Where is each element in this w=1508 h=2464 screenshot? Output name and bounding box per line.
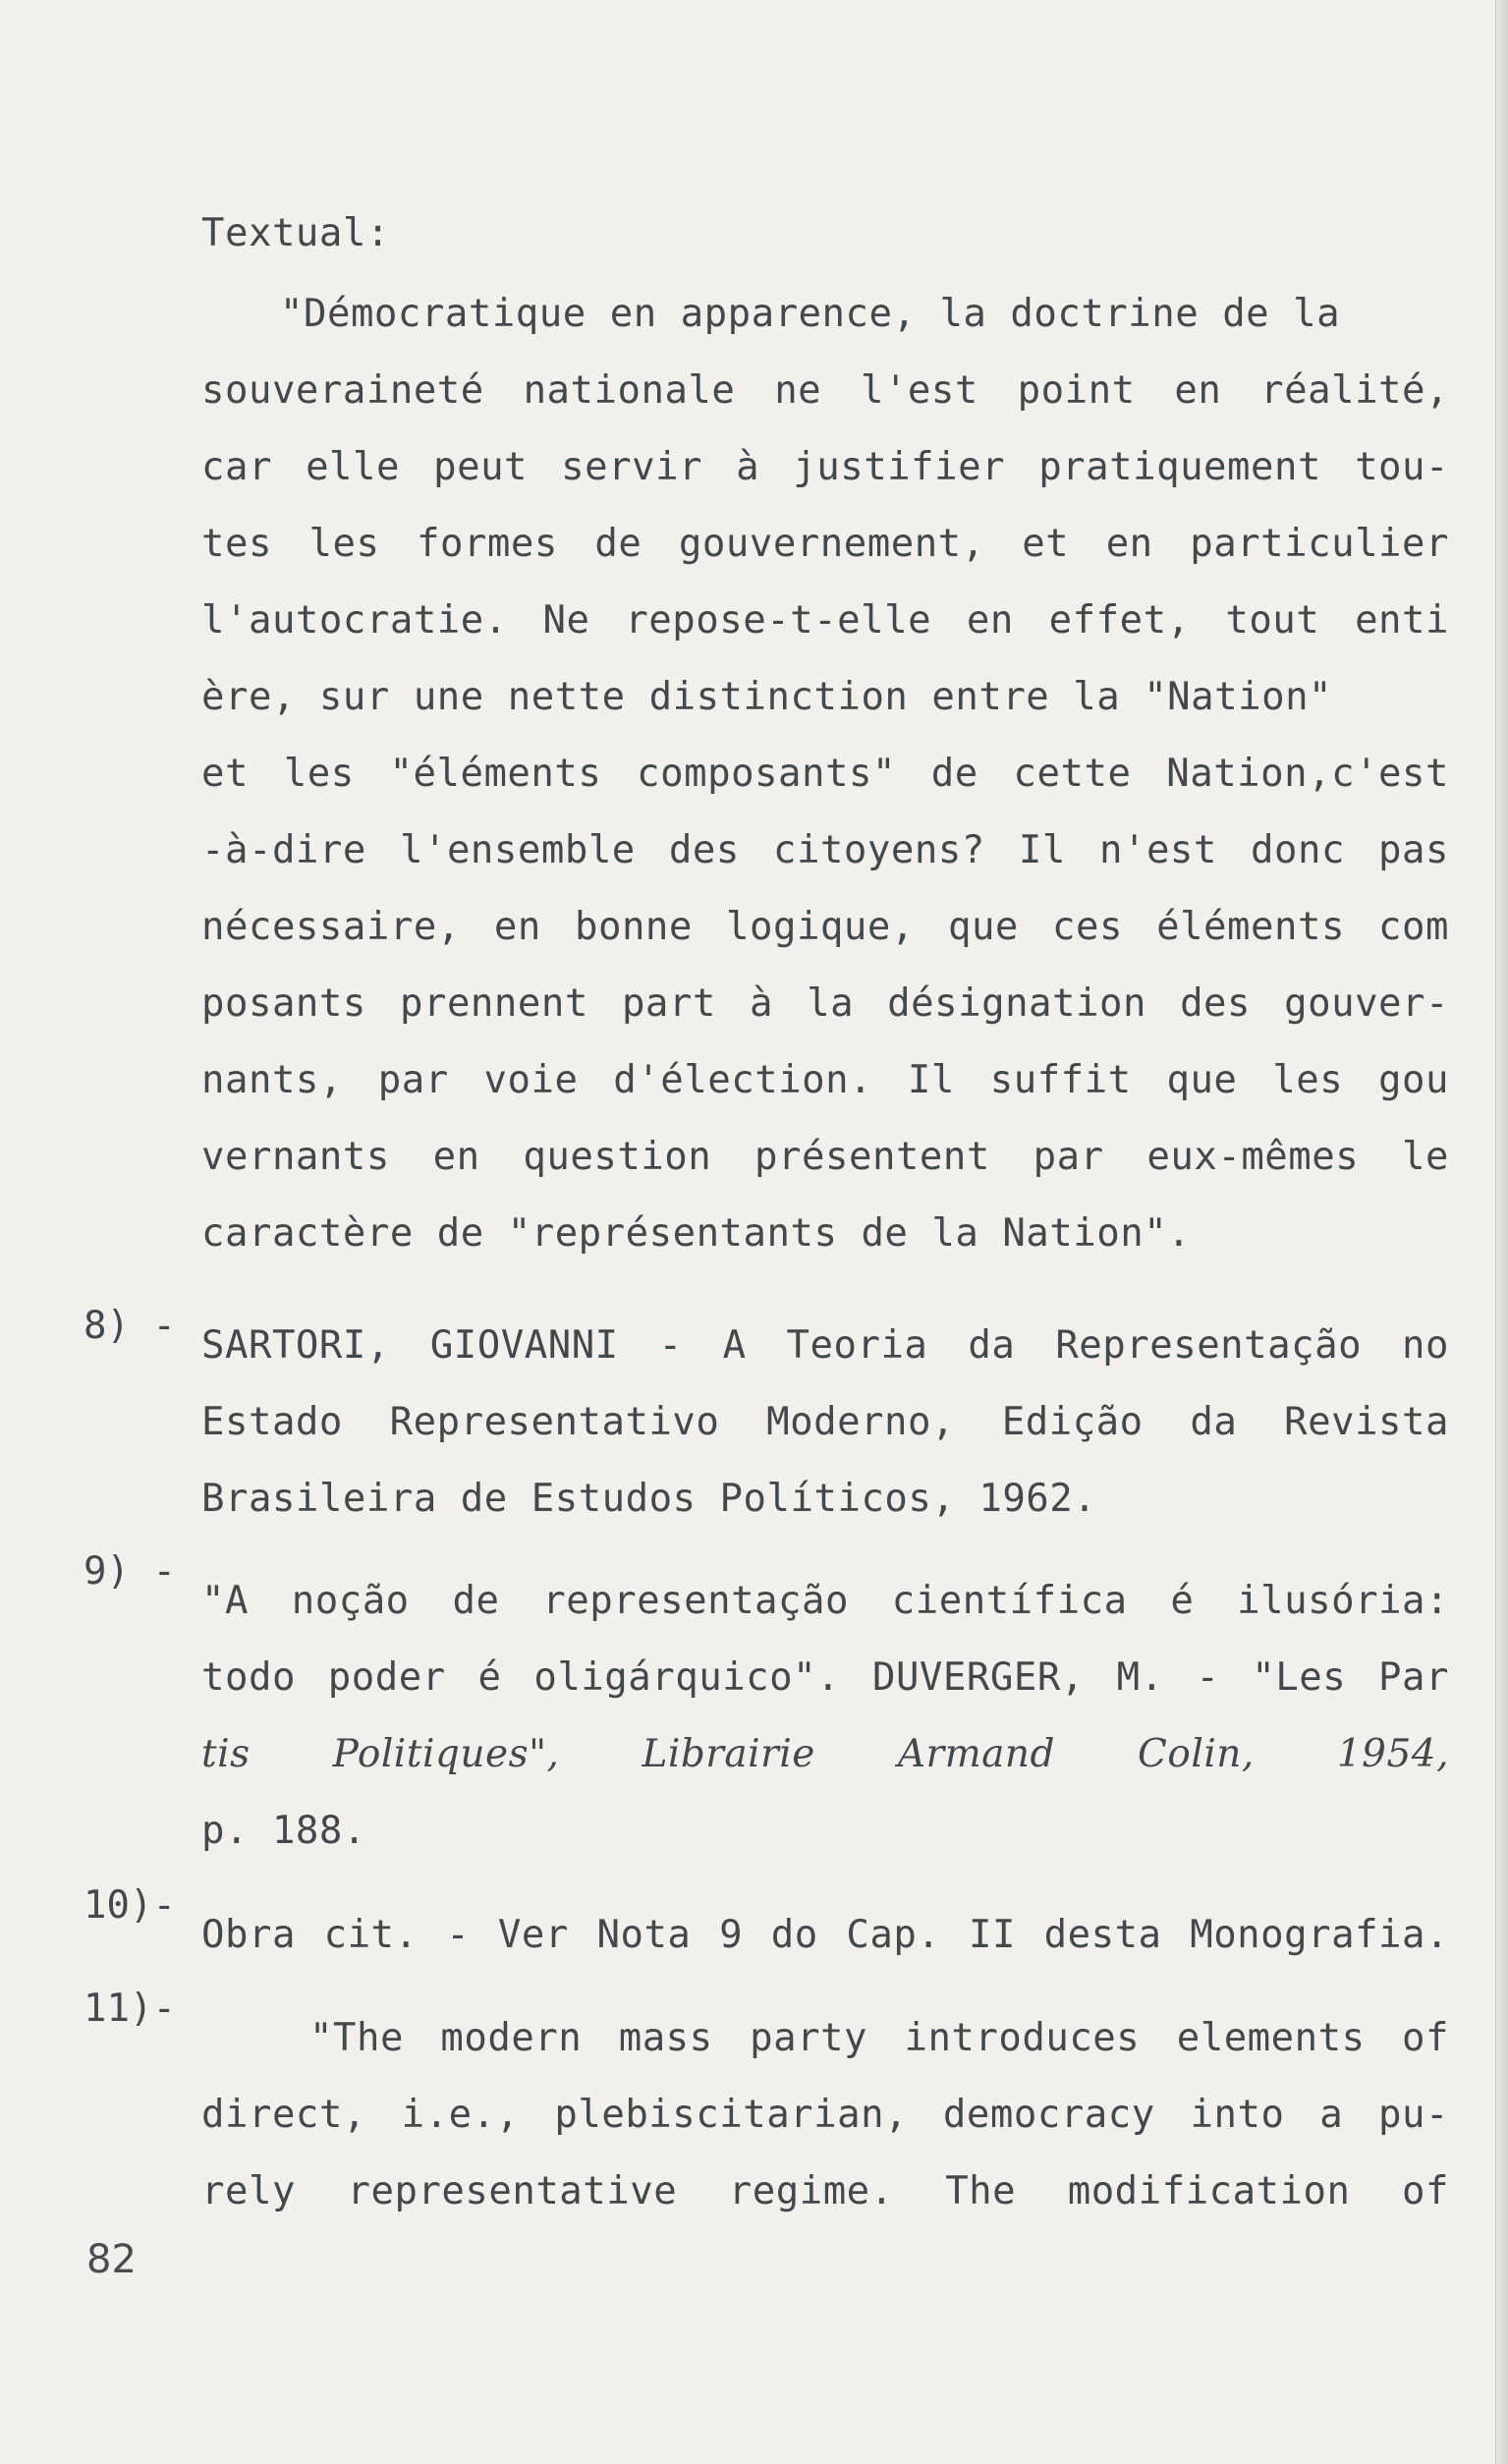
quote-line: ère, sur une nette distinction entre la "Nation" [201, 675, 1333, 719]
quote-line: -à-dire l'ensemble des citoyens? Il n'est donc pas [201, 828, 1449, 872]
page-number: 82 [86, 2237, 137, 2282]
footnote-line: Estado Representativo Moderno, Edição da Revista [201, 1400, 1449, 1444]
quote-line: nants, par voie d'élection. Il suffit que les gou [201, 1058, 1449, 1102]
quote-line: vernants en question présentent par eux-mêmes le [201, 1135, 1449, 1179]
quote-line: l'autocratie. Ne repose-t-elle en effet, tout enti [201, 598, 1449, 643]
footnote-line: Obra cit. - Ver Nota 9 do Cap. II desta Monografia. [201, 1913, 1449, 1957]
footnote-line: "The modern mass party introduces elements of [309, 2016, 1449, 2060]
footnote-line: "A noção de representação científica é ilusória: [201, 1579, 1449, 1623]
quote-line: car elle peut servir à justifier pratiquement tou- [201, 445, 1449, 489]
footnote-line: p. 188. [201, 1809, 366, 1853]
footnote-marker: 10)- [84, 1883, 176, 1928]
footnote-marker: 8) - [84, 1304, 176, 1348]
footnote-line: Brasileira de Estudos Políticos, 1962. [201, 1477, 1097, 1521]
footnote-line: SARTORI, GIOVANNI - A Teoria da Representação no [201, 1323, 1449, 1368]
quote-line: "Démocratique en apparence, la doctrine de la [280, 292, 1341, 336]
footnote-line: direct, i.e., plebiscitarian, democracy into a pu- [201, 2093, 1449, 2137]
quote-line: caractère de "représentants de la Nation". [201, 1211, 1192, 1256]
quote-line: et les "éléments composants" de cette Nation,c'est [201, 752, 1449, 796]
page-edge [1495, 0, 1508, 2464]
section-heading: Textual: [201, 211, 390, 255]
quote-line: posants prennent part à la désignation des gouver- [201, 981, 1449, 1026]
footnote-line: rely representative regime. The modification of [201, 2169, 1449, 2213]
footnote-title-italic: tis Politiques", Librairie Armand Colin, 1954, [201, 1732, 1449, 1776]
quote-line: tes les formes de gouvernement, et en particulier [201, 522, 1449, 566]
footnote-marker: 11)- [84, 1987, 176, 2031]
footnote-marker: 9) - [84, 1549, 176, 1594]
quote-line: nécessaire, en bonne logique, que ces éléments com [201, 905, 1449, 949]
footnote-line [201, 1730, 1449, 1779]
footnote-line: todo poder é oligárquico". DUVERGER, M. - "Les Par [201, 1655, 1449, 1700]
quote-line: souveraineté nationale ne l'est point en réalité, [201, 368, 1449, 413]
